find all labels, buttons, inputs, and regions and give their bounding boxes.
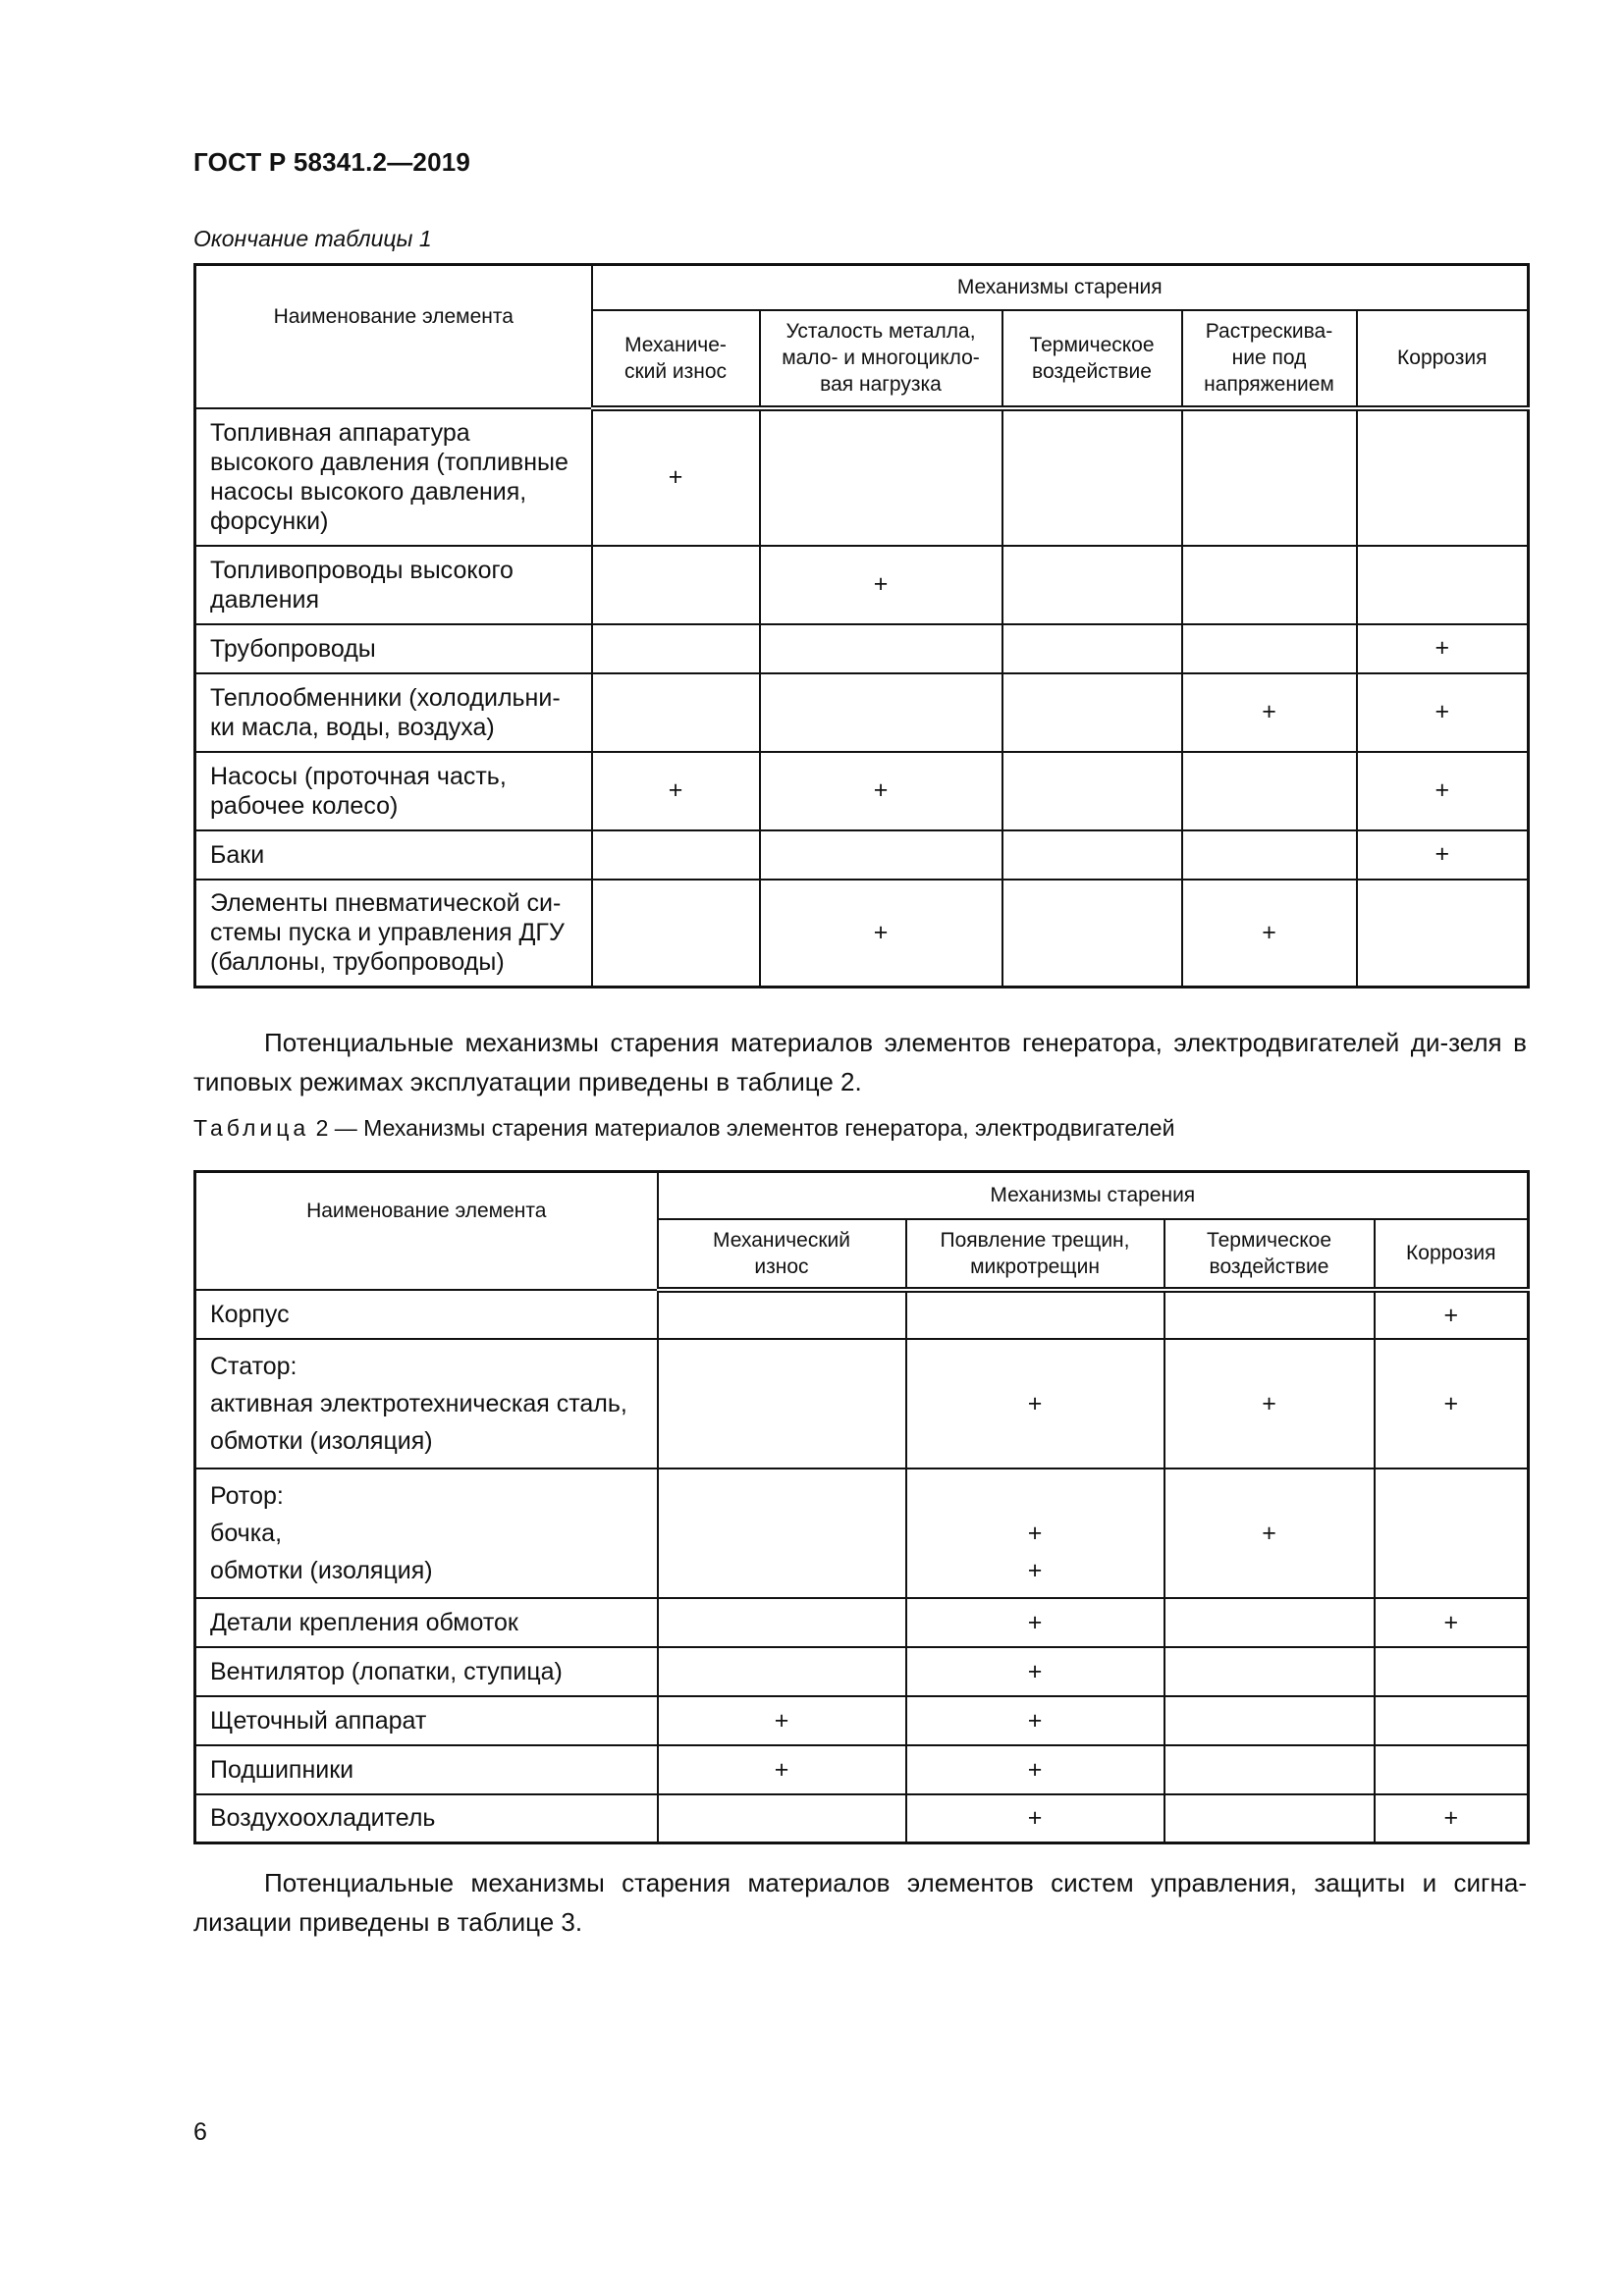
mark-cell [658,1598,906,1647]
mark-cell [658,1339,906,1468]
mark-value: + [1443,1804,1459,1833]
mark-cell [906,1468,1164,1598]
mark-cell [592,546,760,624]
element-name-cell: Насосы (проточная часть, рабочее колесо) [195,752,592,830]
mark-value: + [1027,1608,1043,1636]
mark-cell [1375,1598,1529,1647]
element-name-cell [195,1794,658,1843]
table2-header-col: Термическое воздействие [1164,1219,1375,1290]
mark-value: + [1262,1519,1276,1547]
table1-header-col: Термическое воздействие [1002,310,1182,408]
mark-value: + [1027,1389,1043,1417]
mark-value: + [774,1755,789,1784]
mark-cell [906,1696,1164,1745]
table1-header-element: Наименование элемента [195,265,592,408]
table2-caption [193,1115,1174,1142]
mark-cell [1375,1794,1529,1843]
mark-cell [592,830,760,880]
mark-cell [1164,1696,1375,1745]
table-row [195,1647,1529,1696]
table2-caption-prefix: Таблица [193,1115,310,1141]
element-name-cell [195,1468,658,1598]
element-name-cell [195,1290,658,1339]
table1-header-col: Коррозия [1357,310,1529,408]
table1 [193,263,1530,988]
mark-cell [1164,1794,1375,1843]
mark-cell: + [760,880,1002,988]
mark-cell [1375,1468,1529,1598]
mark-cell [1002,624,1182,673]
element-name-cell: Элементы пневматической си-стемы пуска и управления ДГУ (баллоны, трубопроводы) [195,880,592,988]
mark-cell: + [1357,624,1529,673]
mark-cell [658,1468,906,1598]
mark-cell [658,1696,906,1745]
table2 [193,1170,1530,1844]
mark-cell [1375,1647,1529,1696]
table-row [195,546,1529,624]
mark-value: + [1027,1706,1043,1735]
mark-cell [592,880,760,988]
table-row [195,673,1529,752]
mark-cell: + [592,752,760,830]
paragraph-text: Потенциальные механизмы старения материалов элементов генератора, электродвигателей ди-зеля в типовых режимах эксплуатации приведены в таблице 2. [193,1028,1527,1096]
table-row [195,880,1529,988]
table2-caption-text: 2 — Механизмы старения материалов элементов генератора, электродвигателей [309,1115,1175,1141]
element-name-cell [195,1696,658,1745]
paragraph-table2-intro [193,1023,1527,1101]
table-row [195,1290,1529,1339]
table-row [195,1745,1529,1794]
mark-cell [1002,830,1182,880]
table1-caption: Окончание таблицы 1 [193,226,432,251]
mark-cell [1164,1468,1375,1598]
mark-cell: + [1357,830,1529,880]
mark-cell [1164,1598,1375,1647]
mark-cell [906,1290,1164,1339]
mark-cell: + [1357,752,1529,830]
mark-cell: + [592,408,760,546]
mark-cell [1164,1647,1375,1696]
mark-cell [658,1647,906,1696]
mark-cell [1002,752,1182,830]
paragraph-table3-intro [193,1863,1527,1942]
element-name-cell [195,1339,658,1468]
paragraph-text: Потенциальные механизмы старения материалов элементов систем управления, защиты и сигна-лизации приведены в таблице 3. [193,1868,1527,1937]
table-row [195,1696,1529,1745]
table-row [195,624,1529,673]
element-name-line: обмотки (изоляция) [210,1556,433,1584]
mark-value: + [1027,1556,1043,1584]
mark-cell [760,624,1002,673]
mark-cell [658,1290,906,1339]
table1-header-group: Механизмы старения [592,265,1529,310]
mark-cell [1182,408,1357,546]
element-name-line: обмотки (изоляция) [210,1426,433,1455]
mark-cell [1182,752,1357,830]
mark-cell [906,1794,1164,1843]
element-name-line: Статор: [210,1352,298,1380]
mark-cell [1357,880,1529,988]
mark-cell [592,673,760,752]
mark-cell [1357,408,1529,546]
mark-cell [1182,546,1357,624]
mark-cell: + [760,752,1002,830]
table-row [195,408,1529,546]
mark-cell: + [1182,880,1357,988]
mark-cell [1182,830,1357,880]
mark-value: + [1443,1608,1459,1636]
table-row [195,752,1529,830]
mark-cell [760,673,1002,752]
element-name-cell [195,1647,658,1696]
table2-header-col: Механический износ [658,1219,906,1290]
mark-value: + [1027,1657,1043,1685]
table-row [195,1794,1529,1843]
mark-cell [658,1745,906,1794]
mark-cell [1002,880,1182,988]
mark-cell [906,1339,1164,1468]
mark-value: + [774,1706,789,1735]
mark-cell [1375,1745,1529,1794]
table1-header-col: Механиче- ский износ [592,310,760,408]
element-name-line: Ротор: [210,1481,284,1510]
element-name-line: Детали крепления обмоток [210,1608,518,1636]
element-name-cell: Топливопроводы высокого давления [195,546,592,624]
mark-cell: + [1182,673,1357,752]
mark-value: + [1027,1755,1043,1784]
element-name-cell: Теплообменники (холодильни-ки масла, воды, воздуха) [195,673,592,752]
mark-cell [1164,1339,1375,1468]
element-name-line: Вентилятор (лопатки, ступица) [210,1657,563,1685]
mark-cell: + [760,546,1002,624]
mark-cell [1375,1696,1529,1745]
mark-cell [1164,1290,1375,1339]
table1-header-col: Усталость металла, мало- и многоцикло- вая нагрузка [760,310,1002,408]
mark-value: + [1262,1389,1276,1417]
table-row [195,1339,1529,1468]
table-row [195,830,1529,880]
table2-header-col: Коррозия [1375,1219,1529,1290]
element-name-cell: Топливная аппаратура высокого давления (топливные насосы высокого давления, форсунки) [195,408,592,546]
mark-cell [906,1647,1164,1696]
mark-cell [1002,673,1182,752]
document-title: ГОСТ Р 58341.2—2019 [193,147,471,177]
element-name-line: Щеточный аппарат [210,1706,427,1735]
mark-value: + [1443,1389,1459,1417]
table1-header-col: Растрескива- ние под напряжением [1182,310,1357,408]
element-name-line: Воздухоохладитель [210,1804,436,1833]
table-row [195,1598,1529,1647]
mark-cell [906,1745,1164,1794]
mark-cell [1182,624,1357,673]
element-name-cell [195,1745,658,1794]
table2-header-element: Наименование элемента [195,1172,658,1290]
mark-cell [906,1598,1164,1647]
element-name-cell [195,1598,658,1647]
element-name-cell: Баки [195,830,592,880]
mark-cell [760,408,1002,546]
mark-cell [658,1794,906,1843]
element-name-line: активная электротехническая сталь, [210,1389,627,1417]
mark-value: + [1027,1519,1043,1547]
page-number: 6 [193,2118,207,2146]
element-name-line: Корпус [210,1300,290,1328]
table2-header-col: Появление трещин, микротрещин [906,1219,1164,1290]
element-name-line: бочка, [210,1519,283,1547]
mark-value: + [1443,1301,1459,1329]
mark-cell [1002,408,1182,546]
table-row [195,1468,1529,1598]
mark-cell: + [1357,673,1529,752]
mark-cell [1375,1339,1529,1468]
mark-cell [1002,546,1182,624]
mark-cell [1357,546,1529,624]
table2-header-group: Механизмы старения [658,1172,1529,1219]
mark-value: + [1027,1804,1043,1833]
mark-cell [592,624,760,673]
mark-cell [1375,1290,1529,1339]
mark-cell [1164,1745,1375,1794]
element-name-line: Подшипники [210,1755,354,1784]
mark-cell [760,830,1002,880]
element-name-cell: Трубопроводы [195,624,592,673]
